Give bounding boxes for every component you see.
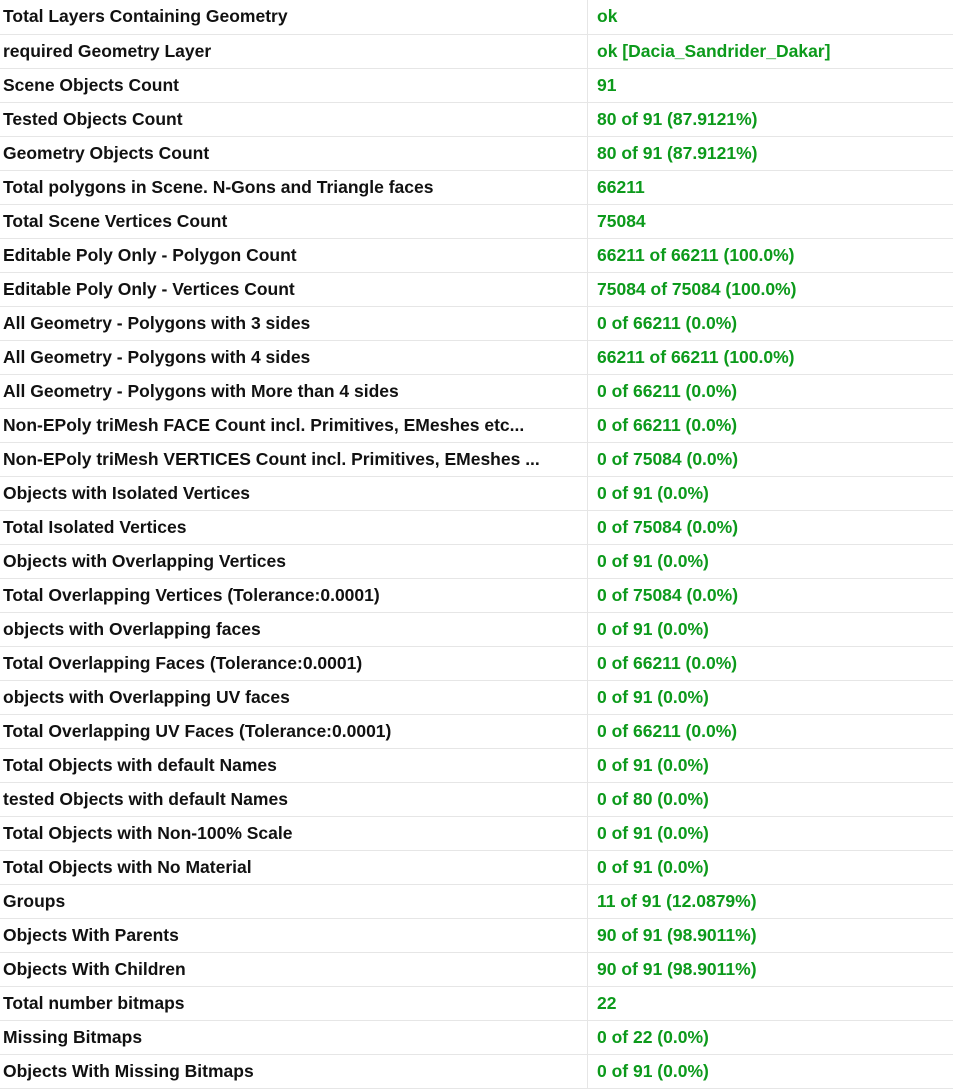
- table-row: [0, 238, 953, 272]
- row-value: 90 of 91 (98.9011%): [588, 952, 953, 986]
- row-value: 0 of 91 (0.0%): [588, 612, 953, 646]
- row-label: Total Overlapping Vertices (Tolerance:0.0001): [0, 578, 588, 612]
- row-label: Total Objects with Non-100% Scale: [0, 816, 588, 850]
- table-row: [0, 782, 953, 816]
- row-value: 0 of 80 (0.0%): [588, 782, 953, 816]
- row-label: Non-EPoly triMesh FACE Count incl. Primitives, EMeshes etc...: [0, 408, 588, 442]
- table-row: [0, 646, 953, 680]
- table-row: [0, 476, 953, 510]
- row-label: Total Objects with No Material: [0, 850, 588, 884]
- row-label: Non-EPoly triMesh VERTICES Count incl. Primitives, EMeshes ...: [0, 442, 588, 476]
- row-value: 0 of 66211 (0.0%): [588, 408, 953, 442]
- table-row: [0, 714, 953, 748]
- row-value: 80 of 91 (87.9121%): [588, 102, 953, 136]
- row-value: 0 of 91 (0.0%): [588, 748, 953, 782]
- table-row: [0, 272, 953, 306]
- table-row: [0, 68, 953, 102]
- row-label: required Geometry Layer: [0, 34, 588, 68]
- row-label: Scene Objects Count: [0, 68, 588, 102]
- table-row: [0, 884, 953, 918]
- row-value: 0 of 75084 (0.0%): [588, 442, 953, 476]
- row-label: Total number bitmaps: [0, 986, 588, 1020]
- table-row: [0, 408, 953, 442]
- row-label: Objects with Isolated Vertices: [0, 476, 588, 510]
- row-label: Total polygons in Scene. N-Gons and Triangle faces: [0, 170, 588, 204]
- table-row: [0, 578, 953, 612]
- row-label: Total Layers Containing Geometry: [0, 0, 588, 34]
- row-label: Objects With Children: [0, 952, 588, 986]
- row-label: Missing Bitmaps: [0, 1020, 588, 1054]
- row-value: 0 of 91 (0.0%): [588, 680, 953, 714]
- row-value: 0 of 75084 (0.0%): [588, 578, 953, 612]
- row-value: 0 of 91 (0.0%): [588, 816, 953, 850]
- row-value: 90 of 91 (98.9011%): [588, 918, 953, 952]
- row-value: 11 of 91 (12.0879%): [588, 884, 953, 918]
- table-row: [0, 748, 953, 782]
- table-row: [0, 952, 953, 986]
- table-row: [0, 816, 953, 850]
- row-label: Objects With Parents: [0, 918, 588, 952]
- table-row: [0, 1020, 953, 1054]
- row-label: All Geometry - Polygons with More than 4 sides: [0, 374, 588, 408]
- row-value: 66211 of 66211 (100.0%): [588, 340, 953, 374]
- table-row: [0, 850, 953, 884]
- row-value: ok: [588, 0, 953, 34]
- table-row: [0, 1054, 953, 1088]
- row-label: All Geometry - Polygons with 4 sides: [0, 340, 588, 374]
- table-row: [0, 510, 953, 544]
- row-label: Objects with Overlapping Vertices: [0, 544, 588, 578]
- row-label: Total Scene Vertices Count: [0, 204, 588, 238]
- table-row: [0, 986, 953, 1020]
- table-row: [0, 340, 953, 374]
- row-label: Tested Objects Count: [0, 102, 588, 136]
- row-label: Total Isolated Vertices: [0, 510, 588, 544]
- row-value: 0 of 91 (0.0%): [588, 476, 953, 510]
- table-row: [0, 306, 953, 340]
- row-label: Groups: [0, 884, 588, 918]
- row-value: 66211 of 66211 (100.0%): [588, 238, 953, 272]
- row-label: tested Objects with default Names: [0, 782, 588, 816]
- row-label: Geometry Objects Count: [0, 136, 588, 170]
- row-value: 0 of 66211 (0.0%): [588, 646, 953, 680]
- row-value: ok [Dacia_Sandrider_Dakar]: [588, 34, 953, 68]
- row-value: 75084 of 75084 (100.0%): [588, 272, 953, 306]
- row-value: 75084: [588, 204, 953, 238]
- row-value: 0 of 91 (0.0%): [588, 544, 953, 578]
- table-row: [0, 544, 953, 578]
- row-label: Editable Poly Only - Vertices Count: [0, 272, 588, 306]
- table-row: [0, 918, 953, 952]
- table-row: [0, 0, 953, 34]
- row-label: Total Overlapping Faces (Tolerance:0.0001): [0, 646, 588, 680]
- row-label: Objects With Missing Bitmaps: [0, 1054, 588, 1088]
- table-row: [0, 102, 953, 136]
- row-label: objects with Overlapping faces: [0, 612, 588, 646]
- row-label: Total Overlapping UV Faces (Tolerance:0.0001): [0, 714, 588, 748]
- row-value: 80 of 91 (87.9121%): [588, 136, 953, 170]
- row-value: 0 of 66211 (0.0%): [588, 306, 953, 340]
- table-row: [0, 612, 953, 646]
- row-label: objects with Overlapping UV faces: [0, 680, 588, 714]
- table-row: [0, 374, 953, 408]
- row-value: 0 of 66211 (0.0%): [588, 374, 953, 408]
- row-value: 0 of 22 (0.0%): [588, 1020, 953, 1054]
- row-label: Total Objects with default Names: [0, 748, 588, 782]
- table-row: [0, 170, 953, 204]
- row-value: 66211: [588, 170, 953, 204]
- table-row: [0, 204, 953, 238]
- row-value: 0 of 91 (0.0%): [588, 850, 953, 884]
- row-value: 0 of 91 (0.0%): [588, 1054, 953, 1088]
- table-row: [0, 680, 953, 714]
- row-value: 0 of 66211 (0.0%): [588, 714, 953, 748]
- row-label: All Geometry - Polygons with 3 sides: [0, 306, 588, 340]
- table-row: [0, 136, 953, 170]
- row-value: 22: [588, 986, 953, 1020]
- table-row: [0, 442, 953, 476]
- row-value: 91: [588, 68, 953, 102]
- row-value: 0 of 75084 (0.0%): [588, 510, 953, 544]
- row-label: Editable Poly Only - Polygon Count: [0, 238, 588, 272]
- table-row: [0, 34, 953, 68]
